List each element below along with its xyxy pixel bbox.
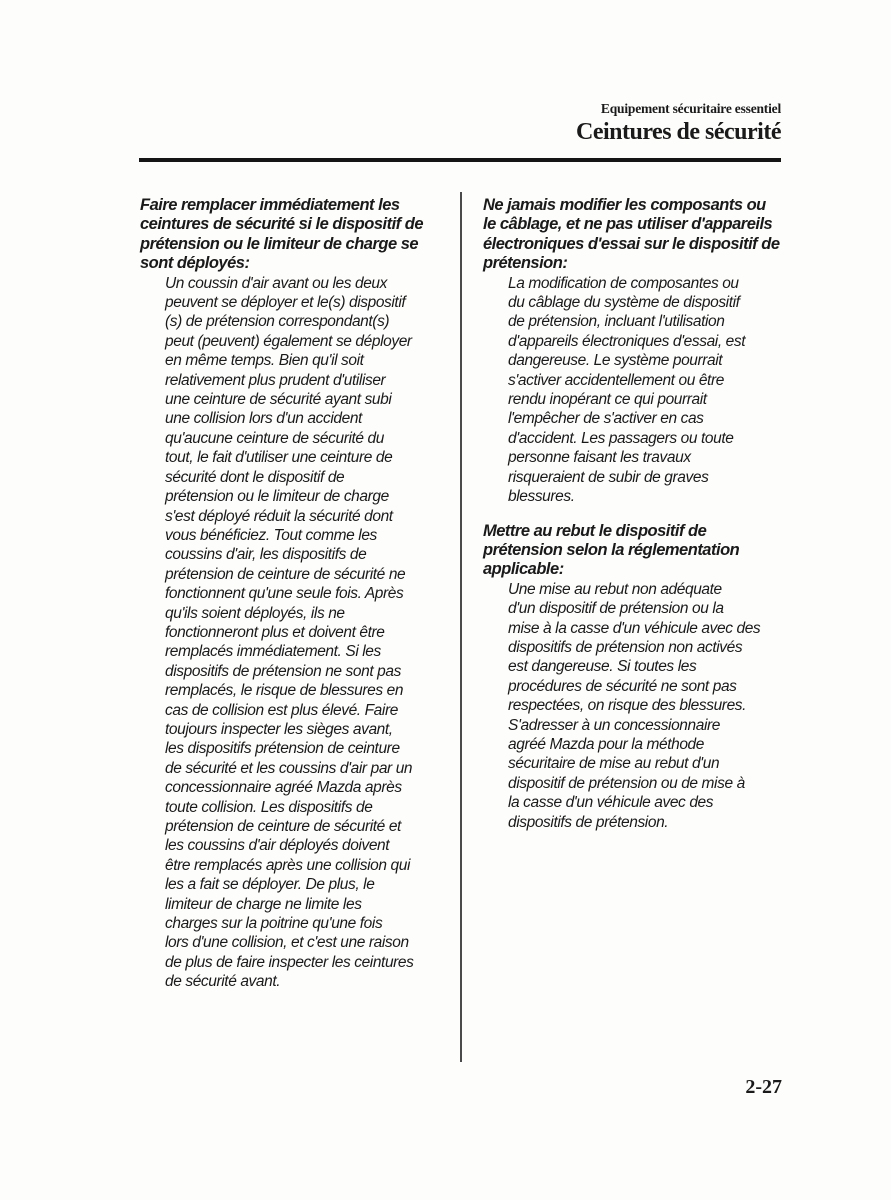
page-title: Ceintures de sécurité: [575, 119, 781, 145]
body-line: fonctionnent qu'une seule fois. Après: [165, 585, 404, 603]
heading-line: sont déployés:: [140, 254, 250, 273]
body-line: prétension ou le limiteur de charge: [165, 488, 389, 506]
body-line: La modification de composantes ou: [508, 274, 739, 292]
body-line: peut (peuvent) également se déployer: [165, 332, 412, 350]
body-line: dispositif de prétension ou de mise à: [508, 774, 745, 792]
body-line: S'adresser à un concessionnaire: [508, 716, 720, 734]
body-line: respectées, on risque des blessures.: [508, 697, 747, 715]
page-header: [576, 101, 781, 146]
body-line: peuvent se déployer et le(s) dispositif: [165, 294, 406, 312]
body-line: lors d'une collision, et c'est une raison: [165, 934, 409, 952]
heading-line: prétension selon la réglementation: [483, 540, 740, 559]
text-block: [483, 522, 791, 833]
body-line: les a fait se déployer. De plus, le: [165, 876, 375, 894]
body-line: l'empêcher de s'activer en cas: [508, 410, 704, 428]
body-line: remplacés, le risque de blessures en: [165, 682, 404, 700]
body-line: de sécurité avant.: [165, 973, 281, 991]
body-line: mise à la casse d'un véhicule avec des: [508, 619, 761, 637]
heading-line: le câblage, et ne pas utiliser d'appareils: [483, 215, 773, 234]
body-line: Une mise au rebut non adéquate: [508, 580, 722, 598]
body-line: être remplacés après une collision qui: [165, 856, 410, 874]
heading-line: Ne jamais modifier les composants ou: [483, 196, 766, 214]
header-rule: [139, 158, 781, 162]
body-line: de plus de faire inspecter les ceintures: [165, 953, 414, 971]
body-line: la casse d'un véhicule avec des: [508, 794, 714, 812]
body-line: de sécurité et les coussins d'air par un: [165, 759, 413, 777]
body-line: qu'ils soient déployés, ils ne: [165, 604, 345, 622]
body-line: relativement plus prudent d'utiliser: [165, 371, 386, 389]
body-line: coussins d'air, les dispositifs de: [165, 546, 367, 564]
body-line: une collision lors d'un accident: [165, 410, 362, 428]
text-block: [483, 196, 791, 507]
body-line: qu'aucune ceinture de sécurité du: [165, 429, 384, 447]
body-line: charges sur la poitrine qu'une fois: [165, 915, 383, 933]
heading-line: ceintures de sécurité si le dispositif de: [140, 215, 424, 234]
body-line: en même temps. Bien qu'il soit: [165, 352, 364, 370]
body-line: (s) de prétension correspondant(s): [165, 313, 390, 331]
body-line: agréé Mazda pour la méthode: [508, 735, 704, 753]
body-line: personne faisant les travaux: [508, 449, 691, 467]
section-label: Equipement sécuritaire essentiel: [600, 101, 781, 116]
column-divider: [460, 192, 462, 1062]
body-line: tout, le fait d'utiliser une ceinture de: [165, 449, 393, 467]
text-block: [140, 196, 446, 992]
heading-line: électroniques d'essai sur le dispositif de: [483, 234, 780, 253]
heading-line: prétension ou le limiteur de charge se: [140, 234, 419, 253]
body-line: fonctionneront plus et doivent être: [165, 623, 385, 641]
body-line: sécuritaire de mise au rebut d'un: [508, 755, 720, 773]
body-line: vous bénéficiez. Tout comme les: [165, 526, 377, 544]
heading-line: applicable:: [483, 560, 564, 579]
body-line: d'accident. Les passagers ou toute: [508, 429, 734, 447]
body-line: de prétension, incluant l'utilisation: [508, 313, 725, 331]
body-line: toujours inspecter les sièges avant,: [165, 720, 393, 738]
body-line: s'activer accidentellement ou être: [508, 371, 724, 389]
body-line: s'est déployé réduit la sécurité dont: [165, 507, 393, 525]
body-line: risqueraient de subir de graves: [508, 468, 709, 486]
body-line: toute collision. Les dispositifs de: [165, 798, 373, 816]
body-line: une ceinture de sécurité ayant subi: [165, 391, 392, 409]
body-line: concessionnaire agréé Mazda après: [165, 779, 402, 797]
body-line: limiteur de charge ne limite les: [165, 895, 362, 913]
body-line: les coussins d'air déployés doivent: [165, 837, 390, 855]
body-line: cas de collision est plus élevé. Faire: [165, 701, 398, 719]
body-line: procédures de sécurité ne sont pas: [508, 677, 737, 695]
body-line: dispositifs de prétension non activés: [508, 638, 743, 656]
body-line: est dangereuse. Si toutes les: [508, 658, 697, 676]
heading-line: Faire remplacer immédiatement les: [140, 196, 400, 214]
body-line: dangereuse. Le système pourrait: [508, 352, 723, 370]
body-line: du câblage du système de dispositif: [508, 294, 740, 312]
body-line: dispositifs de prétension ne sont pas: [165, 662, 401, 680]
body-line: Un coussin d'air avant ou les deux: [165, 274, 387, 292]
page-number: 2-27: [745, 1076, 782, 1098]
body-line: rendu inopérant ce qui pourrait: [508, 391, 707, 409]
heading-line: Mettre au rebut le dispositif de: [483, 521, 707, 540]
body-line: d'appareils électroniques d'essai, est: [508, 332, 746, 350]
body-line: les dispositifs prétension de ceinture: [165, 740, 400, 758]
body-line: prétension de ceinture de sécurité et: [165, 818, 401, 835]
body-line: prétension de ceinture de sécurité ne: [165, 565, 406, 583]
body-line: remplacés immédiatement. Si les: [165, 643, 381, 661]
body-line: blessures.: [508, 488, 575, 506]
left-column: [140, 196, 446, 992]
heading-line: prétension:: [483, 254, 568, 273]
body-line: d'un dispositif de prétension ou la: [508, 600, 724, 618]
body-line: sécurité dont le dispositif de: [165, 468, 345, 486]
right-column: [483, 196, 791, 832]
body-line: dispositifs de prétension.: [508, 813, 669, 831]
